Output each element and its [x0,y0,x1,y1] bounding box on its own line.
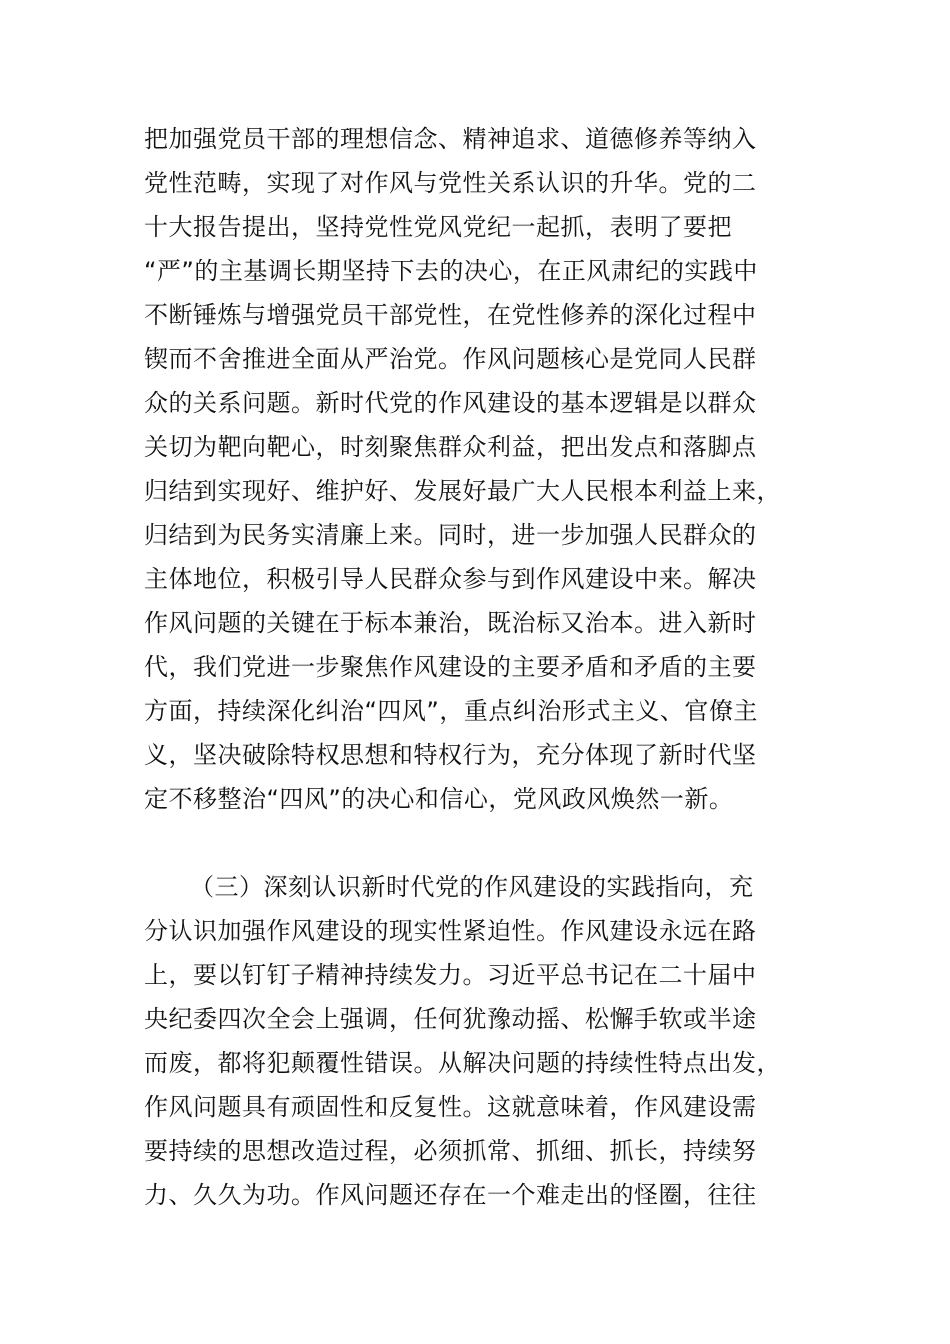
paragraph-1-line-12: 作风问题的关键在于标本兼治，既治标又治本。进入新时 [144,609,757,637]
paragraph-2-line-8: 力、久久为功。作风问题还存在一个难走出的怪圈，往往 [144,1181,757,1209]
paragraph-2-line-1: （三）深刻认识新时代党的作风建设的实践指向，充 [190,873,754,901]
paragraph-1-line-13: 代，我们党进一步聚焦作风建设的主要矛盾和矛盾的主要 [144,653,757,681]
paragraph-2-line-6: 作风问题具有顽固性和反复性。这就意味着，作风建设需 [144,1093,757,1121]
paragraph-1-line-9: 归结到实现好、维护好、发展好最广大人民根本利益上来， [144,477,781,505]
paragraph-1-line-10: 归结到为民务实清廉上来。同时，进一步加强人民群众的 [144,521,757,549]
paragraph-1-line-11: 主体地位，积极引导人民群众参与到作风建设中来。解决 [144,565,757,593]
paragraph-1-line-15: 义，坚决破除特权思想和特权行为，充分体现了新时代坚 [144,741,757,769]
paragraph-2-line-3: 上，要以钉钉子精神持续发力。习近平总书记在二十届中 [144,961,757,989]
paragraph-1-line-1: 把加强党员干部的理想信念、精神追求、道德修养等纳入 [144,125,757,153]
paragraph-2-line-4: 央纪委四次全会上强调，任何犹豫动摇、松懈手软或半途 [144,1005,757,1033]
paragraph-2-line-2: 分认识加强作风建设的现实性紧迫性。作风建设永远在路 [144,917,757,945]
paragraph-1-line-16: 定不移整治“四风”的决心和信心，党风政风焕然一新。 [144,785,734,813]
paragraph-1-line-6: 锲而不舍推进全面从严治党。作风问题核心是党同人民群 [144,345,757,373]
paragraph-1-line-4: “严”的主基调长期坚持下去的决心，在正风肃纪的实践中 [144,257,758,285]
paragraph-2-line-5: 而废，都将犯颠覆性错误。从解决问题的持续性特点出发， [144,1049,781,1077]
paragraph-2-line-7: 要持续的思想改造过程，必须抓常、抓细、抓长，持续努 [144,1137,757,1165]
paragraph-1-line-7: 众的关系问题。新时代党的作风建设的基本逻辑是以群众 [144,389,757,417]
paragraph-1-line-2: 党性范畴，实现了对作风与党性关系认识的升华。党的二 [144,169,757,197]
paragraph-1-line-8: 关切为靶向靶心，时刻聚焦群众利益，把出发点和落脚点 [144,433,757,461]
paragraph-1-line-14: 方面，持续深化纠治“四风”，重点纠治形式主义、官僚主 [144,697,758,725]
paragraph-1-line-5: 不断锤炼与增强党员干部党性，在党性修养的深化过程中 [144,301,757,329]
paragraph-1-line-3: 十大报告提出，坚持党性党风党纪一起抓，表明了要把 [144,213,732,241]
